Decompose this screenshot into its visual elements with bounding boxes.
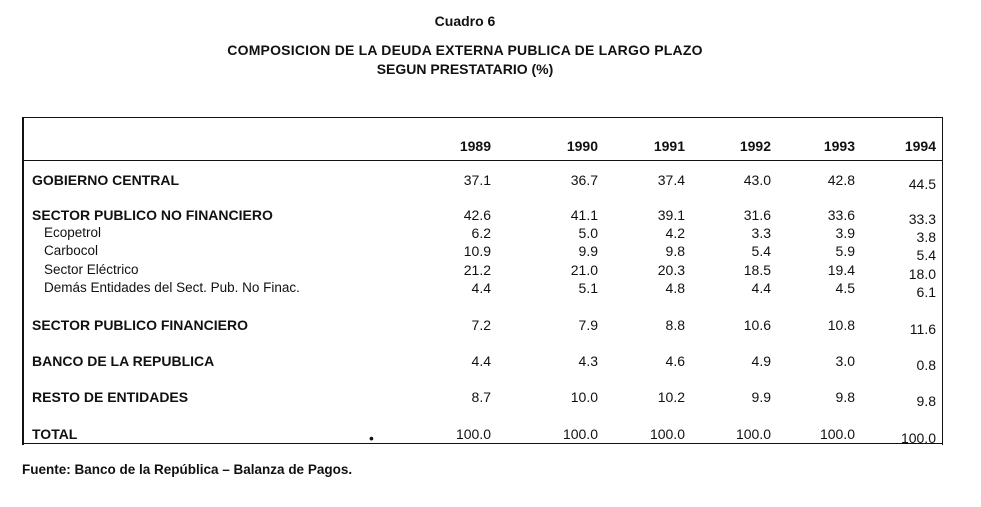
table-cell: 10.0 bbox=[570, 389, 598, 405]
year-header: 1991 bbox=[653, 138, 685, 154]
table-cell: 100.0 bbox=[819, 426, 855, 442]
table-cell: 10.8 bbox=[827, 317, 855, 333]
total-divider bbox=[22, 443, 942, 444]
table-cell: 18.5 bbox=[743, 262, 771, 278]
table-cell: 20.3 bbox=[657, 262, 685, 278]
table-cell: 0.8 bbox=[916, 357, 936, 373]
table-cell: 5.1 bbox=[578, 280, 598, 296]
year-header: 1992 bbox=[739, 138, 771, 154]
table-cell: 4.6 bbox=[665, 353, 685, 369]
table-cell: 9.9 bbox=[578, 243, 598, 259]
table-cell: 5.4 bbox=[751, 243, 771, 259]
table-cell: 7.2 bbox=[471, 317, 491, 333]
row-label-section: SECTOR PUBLICO FINANCIERO bbox=[32, 317, 248, 333]
table-cell: 36.7 bbox=[570, 172, 598, 188]
table-cell: 100.0 bbox=[562, 426, 598, 442]
table-cell: 37.1 bbox=[463, 172, 491, 188]
row-label-section: TOTAL bbox=[32, 426, 78, 442]
table-cell: 5.9 bbox=[835, 243, 855, 259]
table-cell: 3.0 bbox=[835, 353, 855, 369]
year-header: 1993 bbox=[823, 138, 855, 154]
table-cell: 9.9 bbox=[751, 389, 771, 405]
table-cell: 3.3 bbox=[751, 225, 771, 241]
header-divider bbox=[22, 160, 942, 161]
table-cell: 3.8 bbox=[916, 229, 936, 245]
table-cell: 21.2 bbox=[463, 262, 491, 278]
table-cell: 100.0 bbox=[900, 430, 936, 446]
table-cell: 18.0 bbox=[908, 266, 936, 282]
table-cell: 4.2 bbox=[665, 225, 685, 241]
row-label-subentity: Sector Eléctrico bbox=[44, 262, 139, 277]
table-title-line-2: SEGUN PRESTATARIO (%) bbox=[376, 61, 554, 77]
row-label-section: RESTO DE ENTIDADES bbox=[32, 389, 189, 405]
table-cell: 9.8 bbox=[835, 389, 855, 405]
table-cell: 33.3 bbox=[908, 211, 936, 227]
table-cell: 33.6 bbox=[827, 207, 855, 223]
table-cell: 4.4 bbox=[471, 353, 491, 369]
table-cell: 11.6 bbox=[909, 321, 936, 337]
table-cell: 100.0 bbox=[455, 426, 491, 442]
table-cell: 4.5 bbox=[835, 280, 855, 296]
table-cell: 4.9 bbox=[751, 353, 771, 369]
table-cell: 19.4 bbox=[827, 262, 855, 278]
table-cell: 6.2 bbox=[471, 225, 491, 241]
table-cell: 4.4 bbox=[471, 280, 491, 296]
table-cell: 100.0 bbox=[649, 426, 685, 442]
table-cell: 10.2 bbox=[657, 389, 685, 405]
table-cell: 43.0 bbox=[743, 172, 771, 188]
year-header: 1989 bbox=[459, 138, 491, 154]
table-cell: 5.4 bbox=[916, 247, 936, 263]
row-label-subentity: Ecopetrol bbox=[44, 225, 102, 240]
table-cell: 10.6 bbox=[743, 317, 771, 333]
table-cell: 7.9 bbox=[578, 317, 598, 333]
table-cell: 42.6 bbox=[463, 207, 491, 223]
row-label-section: GOBIERNO CENTRAL bbox=[32, 172, 179, 188]
table-cell: 3.9 bbox=[835, 225, 855, 241]
table-cell: 9.8 bbox=[916, 393, 936, 409]
stray-mark: • bbox=[369, 430, 374, 446]
table-cell: 9.8 bbox=[665, 243, 685, 259]
table-title-line-1: COMPOSICION DE LA DEUDA EXTERNA PUBLICA DE LARGO PLAZO bbox=[227, 42, 703, 58]
source-note: Fuente: Banco de la República – Balanza de Pagos. bbox=[22, 462, 353, 477]
table-cell: 6.1 bbox=[916, 284, 936, 300]
table-cell: 31.6 bbox=[743, 207, 771, 223]
table-cell: 8.8 bbox=[665, 317, 685, 333]
table-cell: 5.0 bbox=[578, 225, 598, 241]
table-cell: 44.5 bbox=[908, 176, 936, 192]
table-cell: 21.0 bbox=[570, 262, 598, 278]
table-cell: 39.1 bbox=[657, 207, 685, 223]
table-cell: 8.7 bbox=[471, 389, 491, 405]
row-label-subentity: Carbocol bbox=[44, 243, 99, 258]
row-label-section: SECTOR PUBLICO NO FINANCIERO bbox=[32, 207, 273, 223]
table-cell: 4.3 bbox=[578, 353, 598, 369]
table-caption: Cuadro 6 bbox=[434, 13, 496, 29]
year-header: 1990 bbox=[566, 138, 598, 154]
table-cell: 4.4 bbox=[751, 280, 771, 296]
table-cell: 4.8 bbox=[665, 280, 685, 296]
table-cell: 41.1 bbox=[570, 207, 598, 223]
year-header: 1994 bbox=[904, 138, 936, 154]
table-cell: 100.0 bbox=[735, 426, 771, 442]
table-cell: 42.8 bbox=[827, 172, 855, 188]
table-cell: 10.9 bbox=[463, 243, 491, 259]
row-label-subentity: Demás Entidades del Sect. Pub. No Finac. bbox=[44, 280, 300, 295]
row-label-section: BANCO DE LA REPUBLICA bbox=[32, 353, 215, 369]
table-cell: 37.4 bbox=[657, 172, 685, 188]
